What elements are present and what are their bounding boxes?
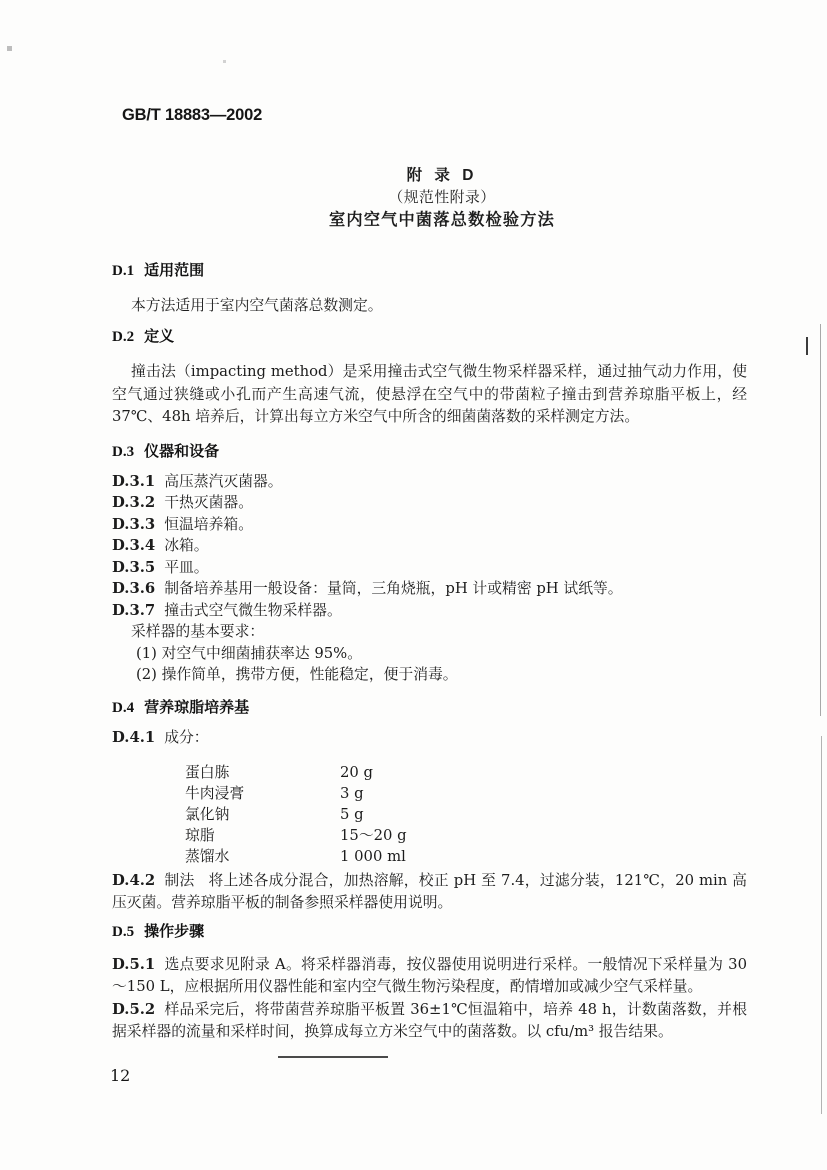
clause-number: D.4.1 [112,728,156,746]
equipment-item [112,492,747,514]
equipment-item [112,578,747,600]
ingredient-row [112,783,747,804]
equipment-item [112,600,747,622]
ingredient-amount: 15～20 g [340,826,407,844]
equipment-text: 恒温培养箱。 [164,515,253,533]
sampler-requirement: (1) 对空气中细菌捕获率达 95%。 [136,644,363,662]
clause-number: D.5.1 [112,955,156,973]
ingredient-row [112,804,747,825]
section-d5-heading [112,922,747,942]
clause-label: 制法 [164,871,195,889]
clause-number: D.4.2 [112,871,156,889]
ingredient-name: 琼脂 [185,826,215,844]
ingredient-name: 牛肉浸膏 [185,784,245,802]
ingredient-row [112,825,747,846]
appendix-subtitle: （规范性附录） [388,189,496,206]
clause-number: D.3.1 [112,472,156,490]
ingredient-name: 蒸馏水 [185,847,230,865]
equipment-text: 撞击式空气微生物采样器。 [164,601,342,619]
ingredient-amount: 5 g [340,805,364,823]
scan-edge-line [821,736,822,1114]
scan-speck [223,60,226,63]
section-d1-heading [112,261,747,281]
sampler-requirements-intro: 采样器的基本要求： [131,623,265,640]
section-d1-paragraph: 本方法适用于室内空气菌落总数测定。 [131,297,383,314]
ingredient-name: 蛋白胨 [185,763,230,781]
clause-number: D.3.7 [112,601,156,619]
clause-number: D.3 [112,443,135,460]
footer-rule [278,1056,388,1058]
equipment-item [112,557,747,579]
ingredient-amount: 1 000 ml [340,847,406,865]
section-title: 适用范围 [144,262,205,279]
clause-number: D.4 [112,699,135,716]
section-title: 操作步骤 [144,922,205,940]
clause-number: D.1 [112,263,135,279]
equipment-text: 制备培养基用一般设备：量筒，三角烧瓶，pH 计或精密 pH 试纸等。 [164,580,623,597]
page-number: 12 [110,1066,131,1085]
clause-number: D.3.6 [112,580,156,597]
appendix-title: 附 录 D [406,167,478,184]
section-d4-heading [112,698,747,718]
clause-number: D.2 [112,329,135,345]
equipment-item [112,535,747,557]
document-body [112,261,747,1044]
equipment-text: 冰箱。 [164,537,209,554]
section-title: 定义 [144,328,175,345]
clause-d41 [112,728,747,748]
section-title: 仪器和设备 [144,442,220,460]
ingredients-table [112,762,747,867]
equipment-text: 平皿。 [164,558,209,576]
clause-d51-paragraph [112,954,747,999]
clause-d42-paragraph [112,870,747,914]
equipment-text: 干热灭菌器。 [164,494,253,511]
sampler-requirement: (2) 操作简单，携带方便，性能稳定，便于消毒。 [136,666,458,683]
clause-number: D.3.5 [112,558,156,576]
appendix-heading: 室内空气中菌落总数检验方法 [328,211,556,229]
margin-tick-mark [806,337,808,355]
ingredient-row [112,762,747,783]
clause-text: 将上述各成分混合，加热溶解，校正 pH 至 7.4，过滤分装，121℃，20 min 高压灭菌。营养琼脂平板的制备参照采样器使用说明。 [112,871,747,911]
standard-number: GB/T 18883—2002 [122,106,263,124]
section-d2-heading [112,327,747,347]
section-d3-heading [112,442,747,462]
clause-number: D.3.2 [112,494,156,511]
appendix-title-block [112,165,772,231]
clause-d52-paragraph [112,999,747,1044]
equipment-item [112,471,747,493]
equipment-item [112,514,747,536]
scan-speck [7,46,12,51]
clause-text: 选点要求见附录 A。将采样器消毒，按仪器使用说明进行采样。一般情况下采样量为 30～150 L，应根据所用仪器性能和室内空气微生物污染程度，酌情增加或减少空气采样量。 [112,955,747,995]
ingredient-row [112,846,747,867]
section-title: 营养琼脂培养基 [144,698,250,716]
equipment-text: 高压蒸汽灭菌器。 [164,472,283,490]
clause-number: D.5 [112,923,135,940]
clause-number: D.3.3 [112,515,156,533]
ingredient-amount: 20 g [340,763,374,781]
section-d2-paragraph: 撞击法（impacting method）是采用撞击式空气微生物采样器采样，通过抽气动力作用，使空气通过狭缝或小孔而产生高速气流，使悬浮在空气中的带菌粒子撞击到营养琼脂平板上，经 37℃、48h 培养后，计算出每立方米空气中所含的细菌菌落数的采样测定方法。 [112,363,747,425]
clause-text: 样品采完后，将带菌营养琼脂平板置 36±1℃恒温箱中，培养 48 h，计数菌落数，并根据采样器的流量和采样时间，换算成每立方米空气中的菌落数。以 cfu/m³ 报告结果。 [112,1000,747,1040]
clause-number: D.5.2 [112,1000,156,1018]
scan-edge-line [820,324,821,716]
ingredient-amount: 3 g [340,784,364,802]
clause-number: D.3.4 [112,537,156,554]
ingredient-name: 氯化钠 [185,805,230,823]
clause-label: 成分： [164,728,209,746]
equipment-list [112,471,747,686]
